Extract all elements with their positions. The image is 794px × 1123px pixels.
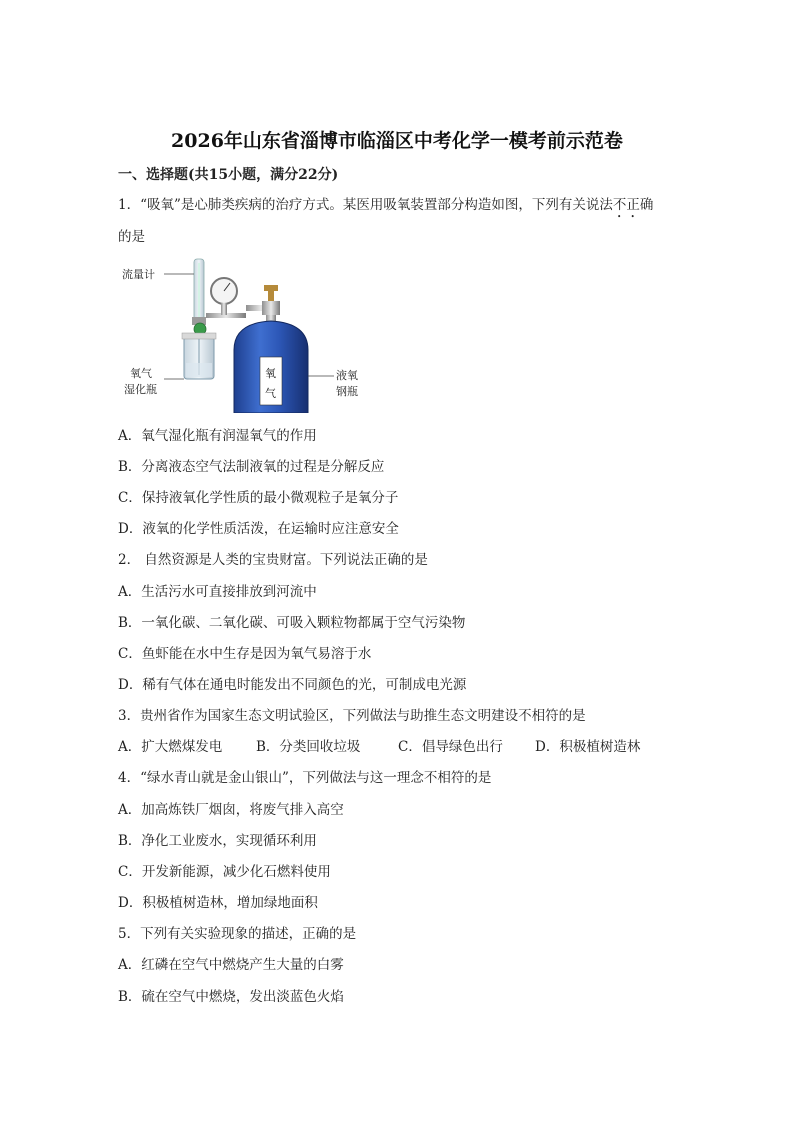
question-5-stem: 5．下列有关实验现象的描述，正确的是 [118,926,357,942]
question-1-option-c: C．保持液氧化学性质的最小微观粒子是氧分子 [118,490,399,506]
section-heading: 一、选择题(共15小题，满分22分) [118,167,339,183]
question-1-stem: 1．“吸氧”是心肺类疾病的治疗方式。某医用吸氧装置部分构造如图，下列有关说法不正确 [118,197,654,213]
exam-title: 2026年山东省淄博市临淄区中考化学一模考前示范卷 [171,130,623,152]
question-4-option-d: D．积极植树造林，增加绿地面积 [118,895,318,911]
humidifier-label-2: 湿化瓶 [124,383,157,396]
question-4-option-a: A．加高炼铁厂烟囱，将废气排入高空 [118,802,344,818]
question-1-option-b: B．分离液态空气法制液氧的过程是分解反应 [118,459,385,475]
question-5-option-a: A．红磷在空气中燃烧产生大量的白雾 [118,957,344,973]
question-1-option-a: A．氧气湿化瓶有润湿氧气的作用 [118,428,317,444]
tank-text-1: 氧 [265,367,276,380]
tank-text-2: 气 [265,387,276,400]
question-4-option-b: B．净化工业废水，实现循环利用 [118,833,317,849]
question-2-stem: 2． 自然资源是人类的宝贵财富。下列说法正确的是 [118,552,428,568]
tank-label-1: 液氧 [336,369,358,382]
question-2-option-c: C．鱼虾能在水中生存是因为氧气易溶于水 [118,646,372,662]
oxygen-apparatus-figure [118,255,368,413]
question-2-option-b: B．一氧化碳、二氧化碳、可吸入颗粒物都属于空气污染物 [118,615,466,631]
question-1-stem-line2: 的是 [118,229,145,245]
question-4-stem: 4．“绿水青山就是金山银山”，下列做法与这一理念不相符的是 [118,770,492,786]
question-3-option-b: B．分类回收垃圾 [256,739,361,755]
question-2-option-d: D．稀有气体在通电时能发出不同颜色的光，可制成电光源 [118,677,467,693]
question-5-option-b: B．硫在空气中燃烧，发出淡蓝色火焰 [118,989,344,1005]
question-2-option-a: A．生活污水可直接排放到河流中 [118,584,317,600]
question-3-stem: 3．贵州省作为国家生态文明试验区，下列做法与助推生态文明建设不相符的是 [118,708,586,724]
question-1-option-d: D．液氧的化学性质活泼，在运输时应注意安全 [118,521,399,537]
emphasis-text: 不正 [612,197,640,213]
flowmeter-label: 流量计 [122,268,155,281]
humidifier-label-1: 氧气 [130,367,152,380]
question-3-option-a: A．扩大燃煤发电 [118,739,223,755]
question-3-option-d: D．积极植树造林 [535,739,641,755]
question-4-option-c: C．开发新能源，减少化石燃料使用 [118,864,331,880]
tank-label-2: 钢瓶 [336,385,358,398]
question-3-option-c: C．倡导绿色出行 [398,739,503,755]
